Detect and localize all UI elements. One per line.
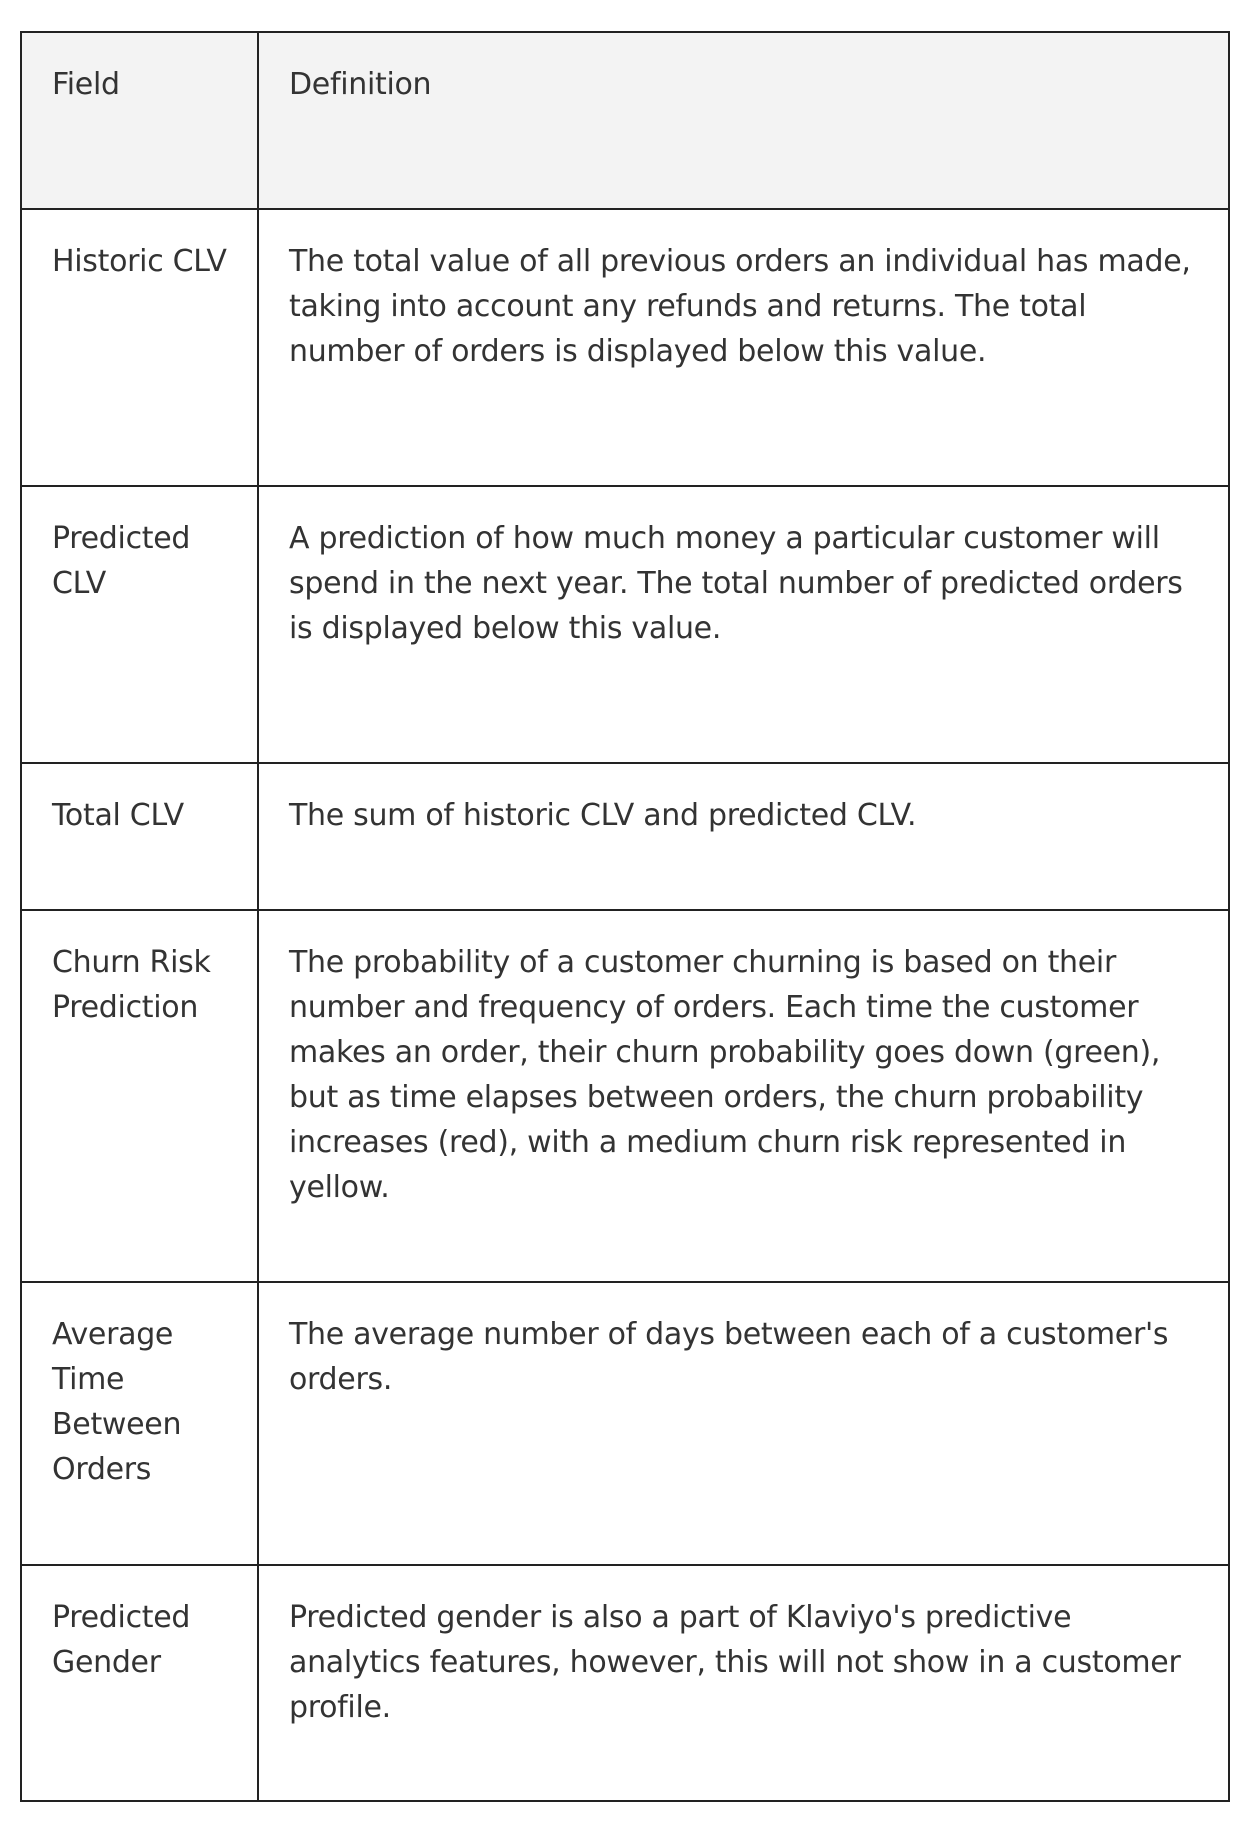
field-cell: Historic CLV bbox=[21, 209, 258, 486]
definition-cell: The probability of a customer churning is based on their number and frequency of orders. Each time the customer makes an order, their churn probability goes down (green), but as time elapses between orders, the churn probability increases (red), with a medium churn risk represented in yellow. bbox=[258, 910, 1229, 1282]
definition-cell: The sum of historic CLV and predicted CLV. bbox=[258, 763, 1229, 910]
header-definition: Definition bbox=[258, 32, 1229, 209]
table-header-row bbox=[21, 32, 1229, 209]
definition-cell: The average number of days between each of a customer's orders. bbox=[258, 1282, 1229, 1565]
definition-cell: Predicted gender is also a part of Klaviyo's predictive analytics features, however, this will not show in a customer profile. bbox=[258, 1565, 1229, 1801]
field-cell: Total CLV bbox=[21, 763, 258, 910]
table-row bbox=[21, 486, 1229, 763]
table-row bbox=[21, 1565, 1229, 1801]
field-cell: Average Time Between Orders bbox=[21, 1282, 258, 1565]
table-row bbox=[21, 763, 1229, 910]
table-row bbox=[21, 209, 1229, 486]
table-row bbox=[21, 910, 1229, 1282]
field-cell: Churn Risk Prediction bbox=[21, 910, 258, 1282]
definition-cell: The total value of all previous orders an individual has made, taking into account any refunds and returns. The total number of orders is displayed below this value. bbox=[258, 209, 1229, 486]
definitions-table bbox=[20, 31, 1230, 1802]
field-cell: Predicted CLV bbox=[21, 486, 258, 763]
table-row bbox=[21, 1282, 1229, 1565]
header-field: Field bbox=[21, 32, 258, 209]
field-cell: Predicted Gender bbox=[21, 1565, 258, 1801]
definition-cell: A prediction of how much money a particular customer will spend in the next year. The total number of predicted orders is displayed below this value. bbox=[258, 486, 1229, 763]
